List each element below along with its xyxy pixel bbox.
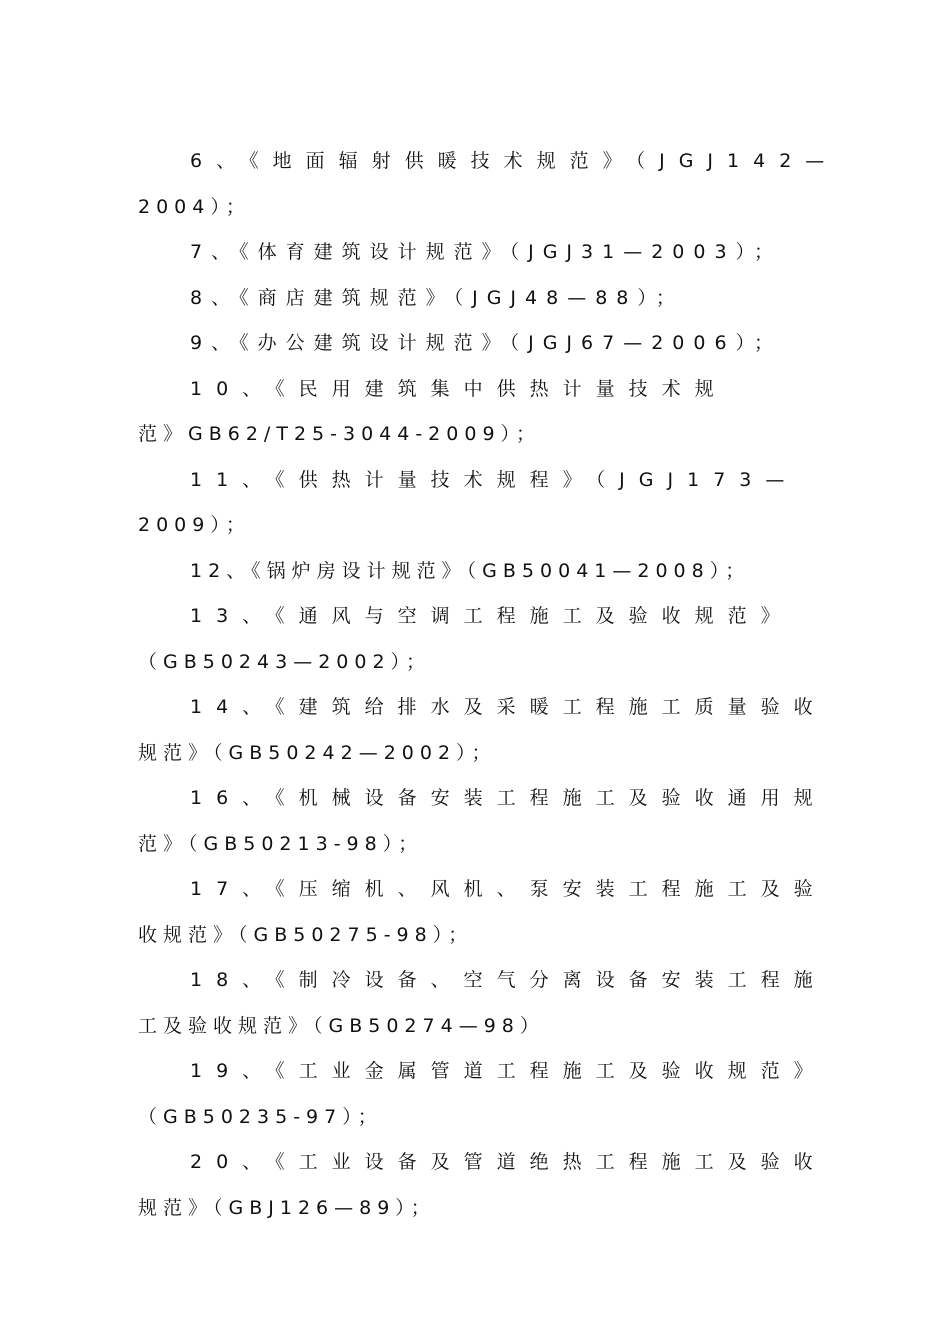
list-item-18-line-1: 18、《制冷设备、空气分离设备安装工程施 [190,969,827,991]
list-item-11-line-2: 2009）； [138,514,251,536]
list-item-6-line-2: 2004）； [138,196,251,218]
list-item-20-line-2: 规范》（GBJ126—89）； [138,1197,436,1219]
list-item-17-line-1: 17、《压缩机、风机、泵安装工程施工及验 [190,878,827,900]
list-item-10-line-1: 10、《民用建筑集中供热计量技术规 [190,378,728,400]
list-item-8: 8、《商店建筑规范》（JGJ48—88）； [190,287,684,309]
list-item-12: 12、《锅炉房设计规范》（GB50041—2008）； [190,560,751,582]
list-item-17-line-2: 收规范》（GB50275-98）； [138,924,474,946]
list-item-10-line-2: 范》GB62/T25-3044-2009）； [138,423,542,445]
list-item-18-line-2: 工及验收规范》（GB50274—98） [138,1015,545,1037]
list-item-7: 7、《体育建筑设计规范》（JGJ31—2003）； [190,241,783,263]
list-item-9: 9、《办公建筑设计规范》（JGJ67—2006）； [190,332,783,354]
list-item-11-line-1: 11、《供热计量技术规程》（JGJ173— [190,469,799,491]
list-item-16-line-1: 16、《机械设备安装工程施工及验收通用规 [190,787,827,809]
list-item-16-line-2: 范》（GB50213-98）； [138,833,424,855]
list-item-19-line-2: （GB50235-97）； [138,1106,383,1128]
list-item-20-line-1: 20、《工业设备及管道绝热工程施工及验收 [190,1151,827,1173]
list-item-14-line-2: 规范》（GB50242—2002）； [138,742,497,764]
list-item-14-line-1: 14、《建筑给排水及采暖工程施工质量验收 [190,696,827,718]
list-item-6-line-1: 6、《地面辐射供暖技术规范》（JGJ142— [190,150,839,172]
list-item-13-line-2: （GB50243—2002）； [138,651,432,673]
list-item-19-line-1: 19、《工业金属管道工程施工及验收规范》 [190,1060,827,1082]
list-item-13-line-1: 13、《通风与空调工程施工及验收规范》 [190,605,794,627]
